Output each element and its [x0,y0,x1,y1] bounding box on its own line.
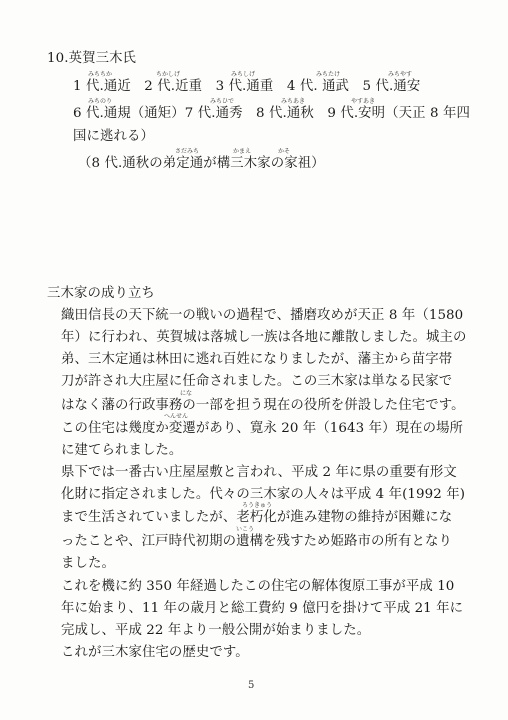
body-line-2: 年）に行われ、英賀城は落城し一族は各地に離散しました。城主の [61,330,467,345]
ruby-hensen: へんせん [164,413,189,420]
founder-note: （8 代.通秋の弟定通が構三木家の家祖） [78,156,325,171]
page-number: 5 [248,680,255,691]
section-heading-aga-miki: 10.英賀三木氏 [47,51,137,66]
ruby-ikou: いこう [236,526,255,533]
ruby-kaso: かそ [278,148,291,155]
generation-line-2: 6 代.通規（通矩）7 代.通秀 8 代.通秋 9 代.安明（天正 8 年四 [73,106,470,121]
body-line-4: 刀が許され大庄屋に任命されました。この三木家は単なる民家で [61,374,453,389]
ruby-michinori: みちのり [88,98,113,105]
ruby-kamae: かまえ [233,148,252,155]
generation-line-1: 1 代.通近 2 代.近重 3 代.通重 4 代. 通武 5 代.通安 [73,79,421,94]
body-line-16: これが三木家住宅の歴史です。 [61,645,249,660]
ruby-michiyasu: みちやす [388,71,413,78]
body-line-5: はなく藩の行政事務の一部を担う現在の役所を併設した住宅です。 [61,398,465,413]
body-line-14: 年に始まり、11 年の歳月と総工費約 9 億円を掛けて平成 21 年に [61,601,464,616]
body-line-7: に建てられました。 [61,443,183,458]
section-heading-history: 三木家の成り立ち [47,286,155,301]
body-line-12: ました。 [61,556,115,571]
ruby-roukyu: ろうきゅう [242,502,273,509]
ruby-nina: にな [180,390,193,397]
ruby-chikashige: ちかしげ [156,71,181,78]
ruby-michishige: みちしげ [231,71,256,78]
ruby-michitake: みちたけ [316,71,341,78]
body-line-10: まで生活されていましたが、老朽化が進み建物の維持が困難にな [61,510,453,525]
body-line-8: 県下では一番古い庄屋屋敷と言われ、平成 2 年に県の重要有形文 [61,465,457,480]
ruby-yasuaki: やすあき [351,98,376,105]
body-line-1: 織田信長の天下統一の戦いの過程で、播磨攻めが天正 8 年（1580 [61,308,464,323]
ruby-michihide: みちひで [210,98,235,105]
generation-line-3: 国に逃れる） [73,129,154,144]
ruby-michiaki: みちあき [281,98,306,105]
body-line-13: これを機に約 350 年経過したこの住宅の解体復原工事が平成 10 [61,579,455,594]
body-line-6: この住宅は幾度か変遷があり、寛永 20 年（1643 年）現在の場所 [61,421,464,436]
body-line-11: ったことや、江戸時代初期の遺構を残すため姫路市の所有となり [61,534,452,549]
ruby-michichika: みちちか [88,71,113,78]
body-line-15: 完成し、平成 22 年より一般公開が始まりました。 [61,623,371,638]
body-line-9: 化財に指定されました。代々の三木家の人々は平成 4 年(1992 年) [61,487,466,502]
ruby-sadamichi: さだみち [175,148,200,155]
body-line-3: 弟、三木定通は林田に逃れ百姓になりましたが、藩主から苗字帯 [61,352,453,367]
